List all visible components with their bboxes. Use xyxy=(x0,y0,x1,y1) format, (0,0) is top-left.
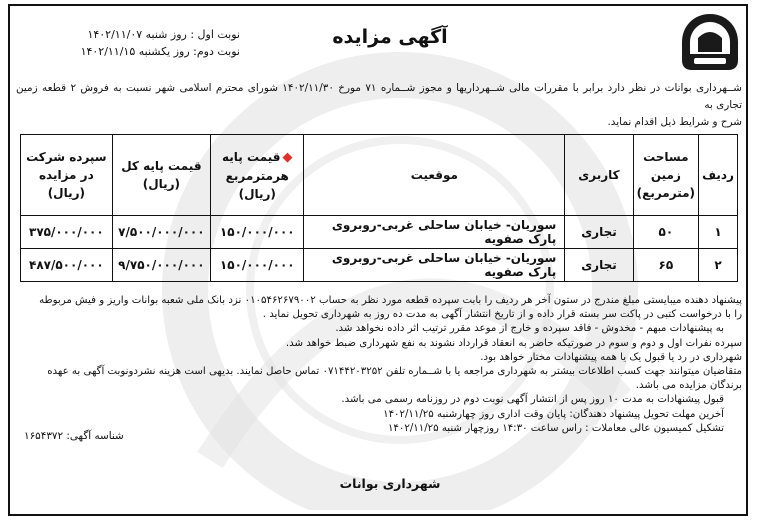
cell-location: سوریان- خیابان ساحلی غربی-روبروی پارک صفویه xyxy=(304,216,565,249)
notice-id: شناسه آگهی: ۱۶۵۴۳۷۲ xyxy=(24,430,124,442)
second-turn-date: نوبت دوم: روز یکشنبه ۱۴۰۲/۱۱/۱۵ xyxy=(80,45,240,58)
header-unit-price-label: قیمت پایه هرمترمربع (ریال) xyxy=(222,149,289,201)
cell-unit-price: ۱۵۰/۰۰۰/۰۰۰ xyxy=(211,249,304,282)
land-table xyxy=(20,134,738,282)
red-mark-icon: ◆ xyxy=(282,149,293,165)
header-deposit: سپرده شرکت در مزایده (ریال) xyxy=(21,135,113,216)
header-location: موقعیت xyxy=(304,135,565,216)
page-title: آگهی مزایده xyxy=(332,26,448,48)
header-row-number: ردیف xyxy=(699,135,738,216)
cell-total-price: ۹/۷۵۰/۰۰۰/۰۰۰ xyxy=(112,249,210,282)
cell-deposit: ۴۸۷/۵۰۰/۰۰۰ xyxy=(21,249,113,282)
cell-deposit: ۳۷۵/۰۰۰/۰۰۰ xyxy=(21,216,113,249)
condition-acceptance-period: قبول پیشنهادات به مدت ۱۰ روز پس از انتشار آگهی نوبت دوم در روزنامه رسمی می باشد. xyxy=(341,394,724,406)
conditions-list xyxy=(18,294,742,436)
condition-deadline: آخرین مهلت تحویل پیشنهاد دهندگان: پایان وقت اداری روز چهارشنبه ۱۴۰۲/۱۱/۲۵ xyxy=(383,408,724,420)
condition-contact-line-1: متقاضیان میتوانند جهت کسب اطلاعات بیشتر به شهرداری مراجعه یا با شــماره تلفن ۰۷۱۴۴۲۰۳۲۵۲ تماس حاصل نمایند. بدیهی است هزینه نشردونوبت آگهی به عهده xyxy=(47,366,742,378)
condition-contact-line-2: برندگان مزایده می باشد. xyxy=(635,380,742,392)
cell-area: ۶۵ xyxy=(633,249,698,282)
municipality-logo-icon xyxy=(676,10,744,74)
cell-location: سوریان- خیابان ساحلی غربی-روبروی پارک صفویه xyxy=(304,249,565,282)
condition-deposit-line-2: را با درخواست کتبی در پاکت سر بسته قرار داده و از تاریخ انتشار آگهی به مدت ده روز به شهرداری تحویل نماید . xyxy=(262,309,742,321)
cell-row-number: ۲ xyxy=(699,249,738,282)
header-use: کاربری xyxy=(565,135,633,216)
intro-paragraph xyxy=(16,80,742,131)
condition-accept-reject: شهرداری در رد یا قبول یک یا همه پیشنهادات مختار خواهد بود. xyxy=(480,351,742,363)
condition-winners-deposit: سپرده نفرات اول و دوم و سوم در صورتیکه حاضر به انعقاد قرارداد نشوند به نفع شهرداری ضبط خواهد شد. xyxy=(285,337,742,349)
header-total-price: قیمت پایه کل (ریال) xyxy=(112,135,210,216)
cell-use: تجاری xyxy=(565,216,633,249)
intro-line-2: شرح و شرایط ذیل اقدام نماید. xyxy=(607,116,742,128)
first-turn-date: نوبت اول : روز شنبه ۱۴۰۲/۱۱/۰۷ xyxy=(87,28,240,41)
cell-row-number: ۱ xyxy=(699,216,738,249)
table-header-row xyxy=(21,135,738,216)
intro-line-1: شــهرداری بوانات در نظر دارد برابر با مقررات مالی شــهرداریها و مجوز شــماره ۷۱ مورخ ۱۴۰۲/۱۱/۳۰ شورای محترم اسلامی شهر نسبت به فروش ۲ قطعه زمین تجاری به xyxy=(16,82,743,111)
cell-area: ۵۰ xyxy=(633,216,698,249)
signature: شهرداری بوانات xyxy=(339,476,441,491)
table-row xyxy=(21,216,738,249)
table-row xyxy=(21,249,738,282)
cell-use: تجاری xyxy=(565,249,633,282)
header-area: مساحت زمین (مترمربع) xyxy=(633,135,698,216)
header-unit-price xyxy=(211,135,304,216)
cell-unit-price: ۱۵۰/۰۰۰/۰۰۰ xyxy=(211,216,304,249)
condition-deposit-line-1: پیشنهاد دهنده میبایستی مبلغ مندرج در ستون آخر هر ردیف را بابت سپرده قطعه مورد نظر به حساب ۰۱۰۵۴۶۲۶۷۹۰۰۲ نزد بانک ملی شعبه بوانات واریز و فیش مربوطه xyxy=(39,295,742,306)
cell-total-price: ۷/۵۰۰/۰۰۰/۰۰۰ xyxy=(112,216,210,249)
condition-commission: تشکیل کمیسیون عالی معاملات : راس ساعت ۱۴:۳۰ روزچهار شنبه ۱۴۰۲/۱۱/۲۵ xyxy=(387,422,724,434)
condition-invalid-offers: به پیشنهادات مبهم - مخدوش - فاقد سپرده و خارج از موعد مقرر ترتیب اثر داده نخواهد شد. xyxy=(335,323,724,335)
publication-turns xyxy=(40,26,240,60)
